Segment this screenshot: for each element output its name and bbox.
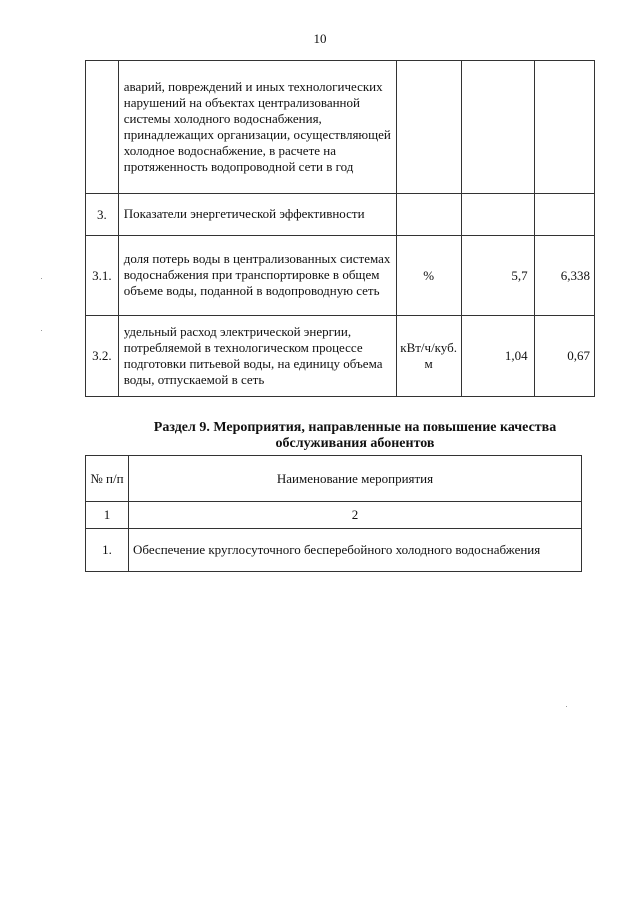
table-row [86,194,595,236]
value-cell: 6,338 [534,236,594,316]
row-number: 3.2. [86,316,119,397]
row-number: 1. [86,529,129,572]
scan-mark [41,330,42,331]
table-index-row [86,502,582,529]
header-number: № п/п [86,456,129,502]
header-name: Наименование мероприятия [129,456,582,502]
scan-mark [566,706,567,707]
table-header-row [86,456,582,502]
value-cell [461,194,534,236]
table-row [86,236,595,316]
indicator-name: доля потерь воды в централизованных системах водоснабжения при транспортировке в общем объеме воды, поданной в водопроводную сеть [118,236,396,316]
measure-name: Обеспечение круглосуточного бесперебойного холодного водоснабжения [129,529,582,572]
index-name: 2 [129,502,582,529]
row-number: 3. [86,194,119,236]
indicator-name: Показатели энергетической эффективности [118,194,396,236]
section-title: Раздел 9. Мероприятия, направленные на повышение качества обслуживания абонентов [153,420,557,451]
row-number [86,61,119,194]
unit-cell: % [396,236,461,316]
index-number: 1 [86,502,129,529]
unit-cell: кВт/ч/куб. м [396,316,461,397]
measures-table [85,455,582,572]
value-cell [461,61,534,194]
indicator-name: удельный расход электрической энергии, потребляемой в технологическом процессе подготовки питьевой воды, на единицу объема воды, отпускаемой в сеть [118,316,396,397]
value-cell: 5,7 [461,236,534,316]
unit-cell [396,194,461,236]
value-cell [534,61,594,194]
scan-mark [41,278,42,279]
table-row [86,61,595,194]
indicator-name: аварий, повреждений и иных технологических нарушений на объектах централизованной системы холодного водоснабжения, принадлежащих организации, осуществляющей холодное водоснабжение, в расчете на протяженность водопроводной сети в год [118,61,396,194]
page-number: 10 [313,31,327,46]
table-row [86,529,582,572]
value-cell [534,194,594,236]
row-number: 3.1. [86,236,119,316]
indicators-table [85,60,595,397]
value-cell: 0,67 [534,316,594,397]
table-row [86,316,595,397]
value-cell: 1,04 [461,316,534,397]
unit-cell [396,61,461,194]
